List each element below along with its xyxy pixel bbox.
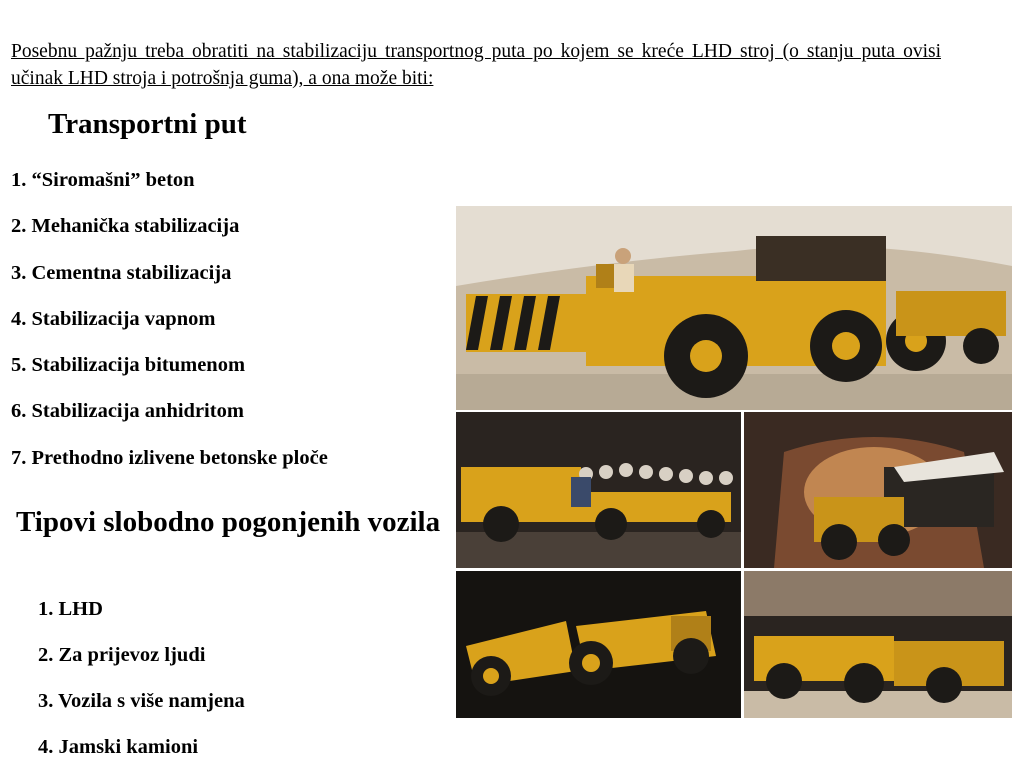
multipurpose-vehicle-photo [456, 571, 741, 718]
vehicle-types-list [38, 594, 245, 778]
intro-paragraph: Posebnu pažnju treba obratiti na stabilizaciju transportnog puta po kojem se kreće LHD stroj (o stanju puta ovisi učinak LHD stroja i potrošnja guma), a ona može biti: [11, 41, 941, 89]
mine-truck-photo [744, 571, 1012, 718]
list-item: 1. “Siromašni” beton [11, 169, 195, 191]
list-item: 1. LHD [38, 598, 103, 620]
road-stabilization-list [11, 165, 328, 489]
list-item: 2. Mehanička stabilizacija [11, 215, 240, 238]
list-item: 4. Stabilizacija vapnom [11, 307, 216, 330]
list-item: 5. Stabilizacija bitumenom [11, 354, 246, 377]
personnel-carrier-photo [456, 412, 741, 568]
list-item: 7. Prethodno izlivene betonske ploče [11, 446, 328, 469]
list-item: 2. Za prijevoz ljudi [38, 644, 206, 666]
lhd-loader-photo [456, 206, 1012, 410]
list-item: 3. Cementna stabilizacija [11, 261, 232, 284]
loader-tunnel-photo [744, 412, 1012, 568]
list-item: 6. Stabilizacija anhidritom [11, 400, 244, 423]
list-item: 4. Jamski kamioni [38, 736, 199, 758]
road-section-title: Transportni put [48, 108, 247, 140]
vehicle-section-title: Tipovi slobodno pogonjenih vozila [15, 506, 441, 538]
list-item: 3. Vozila s više namjena [38, 690, 245, 712]
